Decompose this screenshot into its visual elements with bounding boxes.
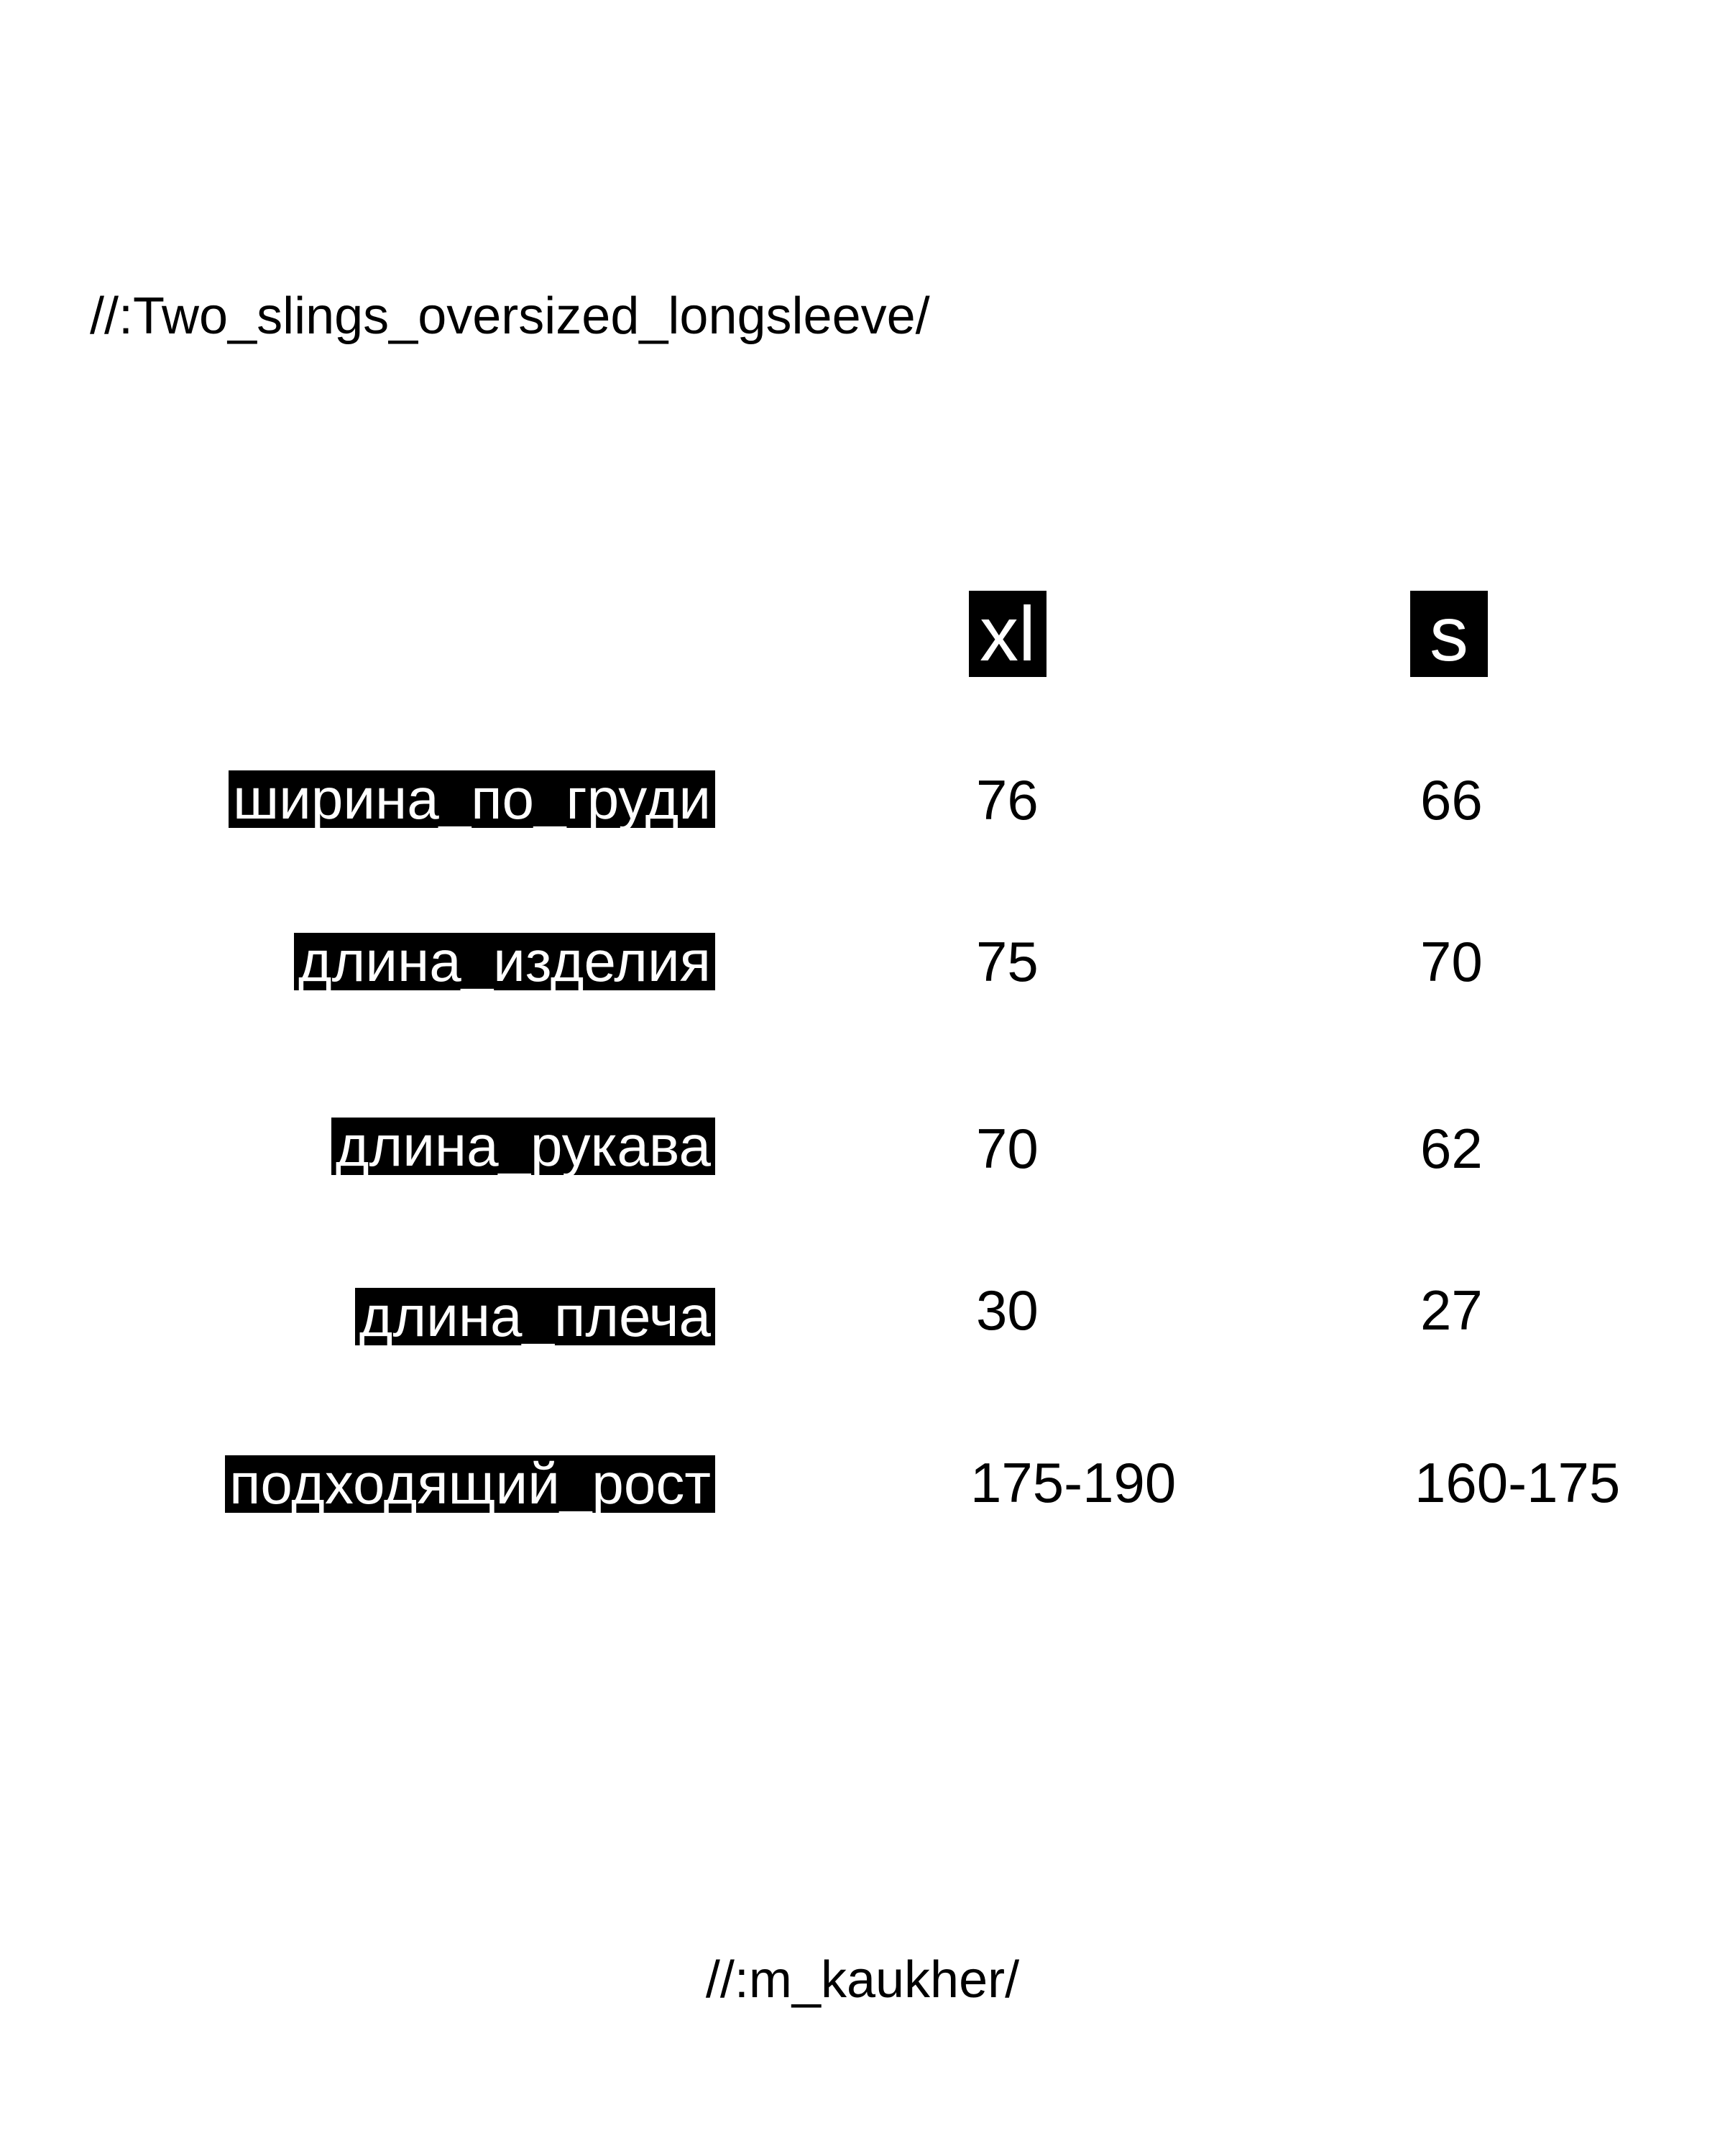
row-value-shoulder-length-xl: 30: [976, 1279, 1039, 1342]
row-value-suitable-height-xl: 175-190: [970, 1451, 1177, 1514]
row-value-suitable-height-s: 160-175: [1414, 1451, 1621, 1514]
row-value-garment-length-s: 70: [1420, 930, 1483, 993]
row-value-sleeve-length-s: 62: [1420, 1117, 1483, 1180]
row-value-garment-length-xl: 75: [976, 930, 1039, 993]
footer-signature: //:m_kaukher/: [705, 1951, 1020, 2009]
row-label-garment-length: длина_изделия: [294, 933, 715, 990]
row-label-chest-width: ширина_по_груди: [229, 770, 715, 828]
row-label-shoulder-length: длина_плеча: [355, 1288, 715, 1345]
row-label-suitable-height: подходящий_рост: [225, 1455, 715, 1513]
row-value-chest-width-s: 66: [1420, 768, 1483, 831]
row-value-chest-width-xl: 76: [976, 768, 1039, 831]
size-header-xl: xl: [969, 591, 1046, 677]
size-header-s: s: [1410, 591, 1488, 677]
row-label-sleeve-length: длина_рукава: [331, 1118, 715, 1175]
page-title: //:Two_slings_oversized_longsleeve/: [90, 287, 930, 345]
row-value-sleeve-length-xl: 70: [976, 1117, 1039, 1180]
row-value-shoulder-length-s: 27: [1420, 1279, 1483, 1342]
